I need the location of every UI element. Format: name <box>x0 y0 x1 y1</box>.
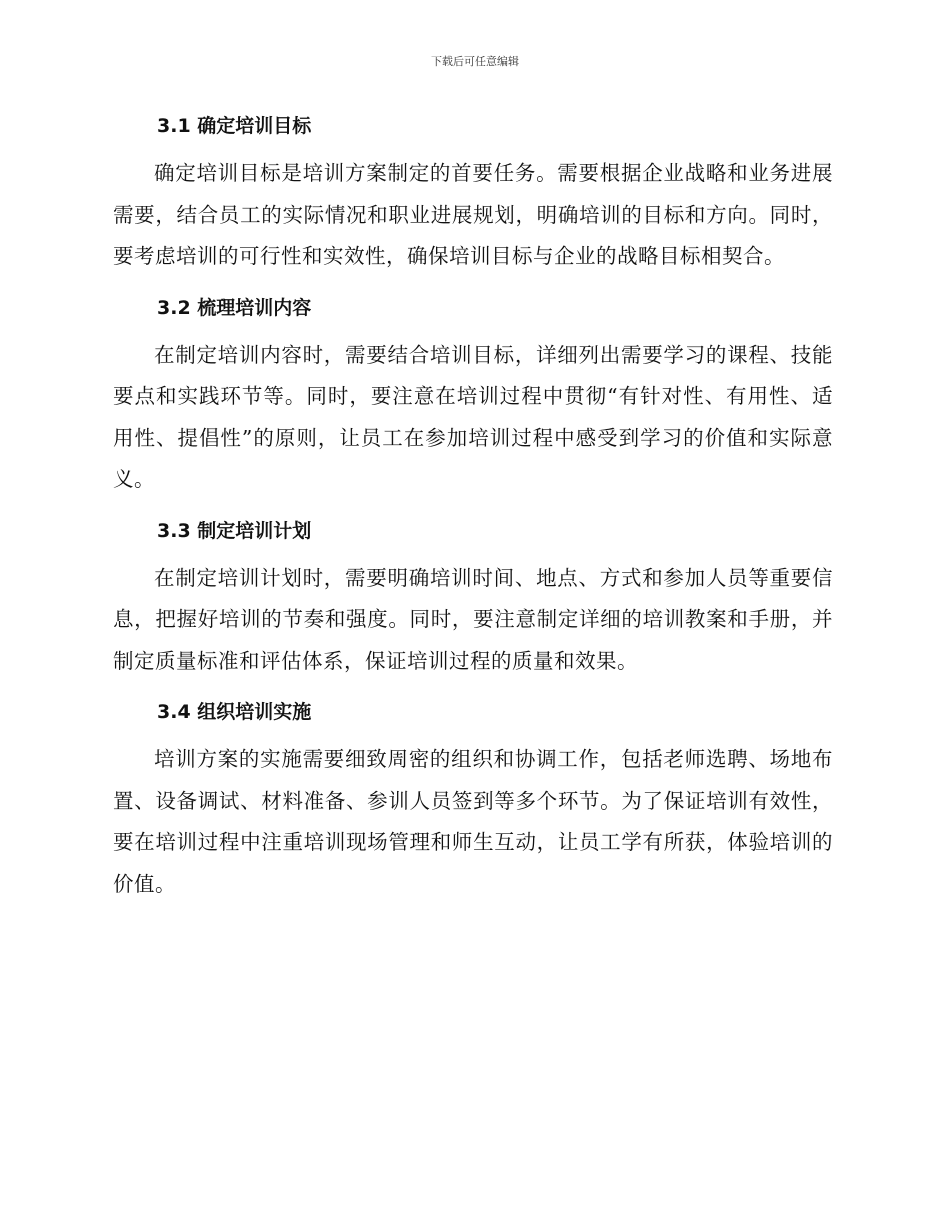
section-paragraph: 在制定培训内容时，需要结合培训目标，详细列出需要学习的课程、技能要点和实践环节等。同时，要注意在培训过程中贯彻“有针对性、有用性、适用性、提倡性”的原则，让员工在参加培训过程中感受到学习的价值和实际意义。 <box>113 342 833 491</box>
section-3-1 <box>113 111 833 278</box>
page-header: 下载后可任意编辑 <box>431 55 519 68</box>
section-heading: 3.4 组织培训实施 <box>157 701 312 723</box>
document-body <box>113 108 833 920</box>
section-3-2 <box>113 293 833 501</box>
section-paragraph: 确定培训目标是培训方案制定的首要任务。需要根据企业战略和业务进展需要，结合员工的实际情况和职业进展规划，明确培训的目标和方向。同时，要考虑培训的可行性和实效性，确保培训目标与企业的战略目标相契合。 <box>113 161 833 268</box>
section-paragraph: 培训方案的实施需要细致周密的组织和协调工作，包括老师选聘、场地布置、设备调试、材料准备、参训人员签到等多个环节。为了保证培训有效性，要在培训过程中注重培训现场管理和师生互动，让员工学有所获，体验培训的价值。 <box>113 747 833 896</box>
section-heading: 3.3 制定培训计划 <box>157 519 312 542</box>
section-paragraph: 在制定培训计划时，需要明确培训时间、地点、方式和参加人员等重要信息，把握好培训的节奏和强度。同时，要注意制定详细的培训教案和手册，并制定质量标准和评估体系，保证培训过程的质量和效果。 <box>113 565 833 673</box>
section-3-4 <box>113 697 833 905</box>
section-heading: 3.1 确定培训目标 <box>157 115 312 137</box>
section-heading: 3.2 梳理培训内容 <box>157 296 312 319</box>
section-3-3 <box>113 516 833 683</box>
